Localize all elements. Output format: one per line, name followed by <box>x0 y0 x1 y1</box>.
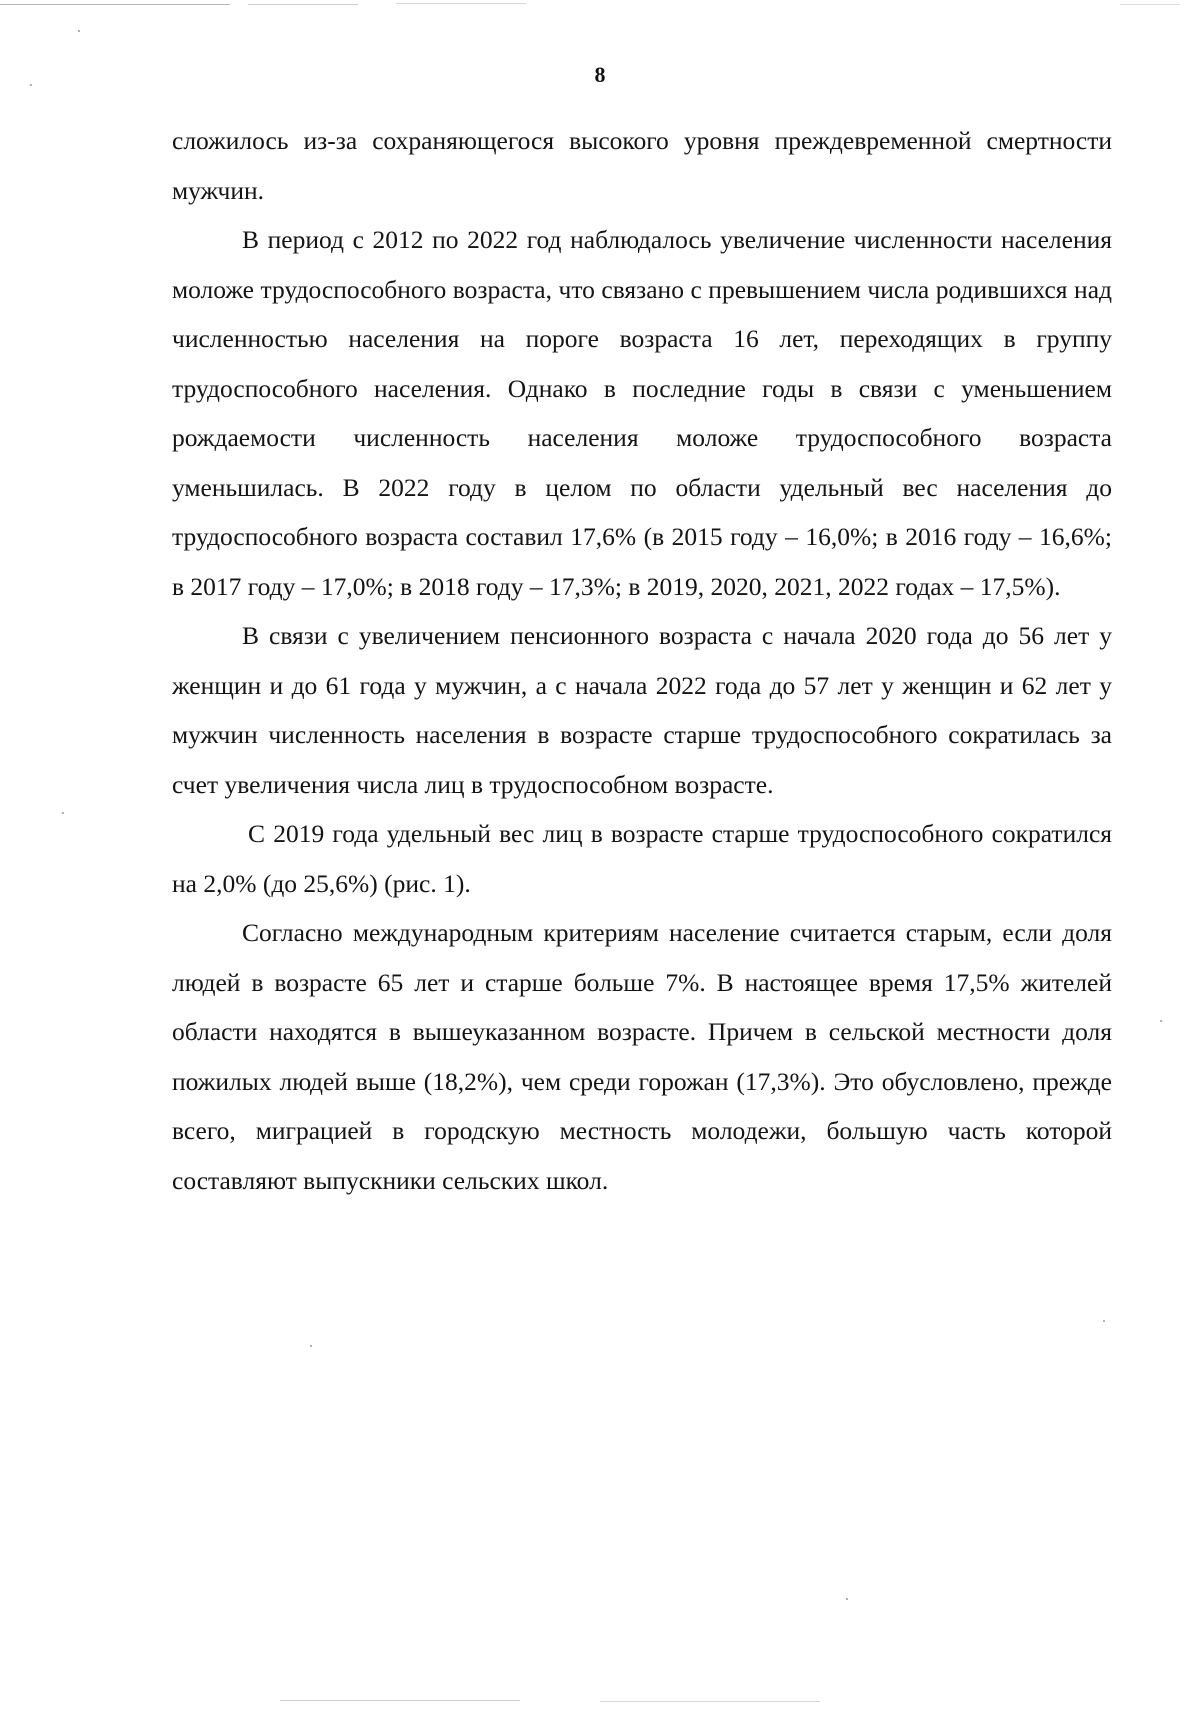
scan-edge-line-bottom <box>280 1700 520 1701</box>
scan-edge-line-top <box>1120 4 1180 5</box>
paragraph-share-change: С 2019 года удельный вес лиц в возрасте старше трудоспособного сократился на 2,0% (до 25,6%) (рис. 1). <box>172 819 1112 898</box>
scan-edge-line-bottom <box>600 1701 820 1702</box>
paragraph-aging-criteria: Согласно международным критериям население считается старым, если доля людей в возрасте 65 лет и старше больше 7%. В настоящее время 17,5% жителей области находятся в вышеуказанном возрасте. Причем в сельской местности доля пожилых людей выше (18,2%), чем среди горожан (17,3%). Это обусловлено, прежде всего, миграцией в городскую местность молодежи, большую часть которой составляют выпускники сельских школ. <box>172 918 1112 1195</box>
scan-edge-line-top <box>248 4 358 5</box>
scan-speck <box>78 30 80 32</box>
page-number: 8 <box>594 62 606 87</box>
scan-speck <box>62 812 64 814</box>
scan-speck <box>1103 1320 1105 1322</box>
scan-edge-line-top <box>396 3 526 4</box>
body-text <box>172 116 1112 1205</box>
scan-speck <box>310 1345 312 1347</box>
scan-speck <box>846 1598 848 1600</box>
paragraph-continuation: сложилось из-за сохраняющегося высокого уровня преждевременной смертности мужчин. <box>172 126 1112 205</box>
scan-speck <box>1160 1020 1162 1022</box>
paragraph-youth-population: В период с 2012 по 2022 год наблюдалось увеличение численности населения моложе трудоспособного возраста, что связано с превышением числа родившихся над численностью населения на пороге возраста 16 лет, переходящих в группу трудоспособного населения. Однако в последние годы в связи с уменьшением рождаемости численность населения моложе трудоспособного возраста уменьшилась. В 2022 году в целом по области удельный вес населения до трудоспособного возраста составил 17,6% (в 2015 году – 16,0%; в 2016 году – 16,6%; в 2017 году – 17,0%; в 2018 году – 17,3%; в 2019, 2020, 2021, 2022 годах – 17,5%). <box>172 225 1112 601</box>
scan-edge-line-top <box>0 4 230 5</box>
paragraph-pension-age: В связи с увеличением пенсионного возраста с начала 2020 года до 56 лет у женщин и до 61 года у мужчин, а с начала 2022 года до 57 лет у женщин и 62 лет у мужчин численность населения в возрасте старше трудоспособного сократилась за счет увеличения числа лиц в трудоспособном возрасте. <box>172 621 1112 799</box>
